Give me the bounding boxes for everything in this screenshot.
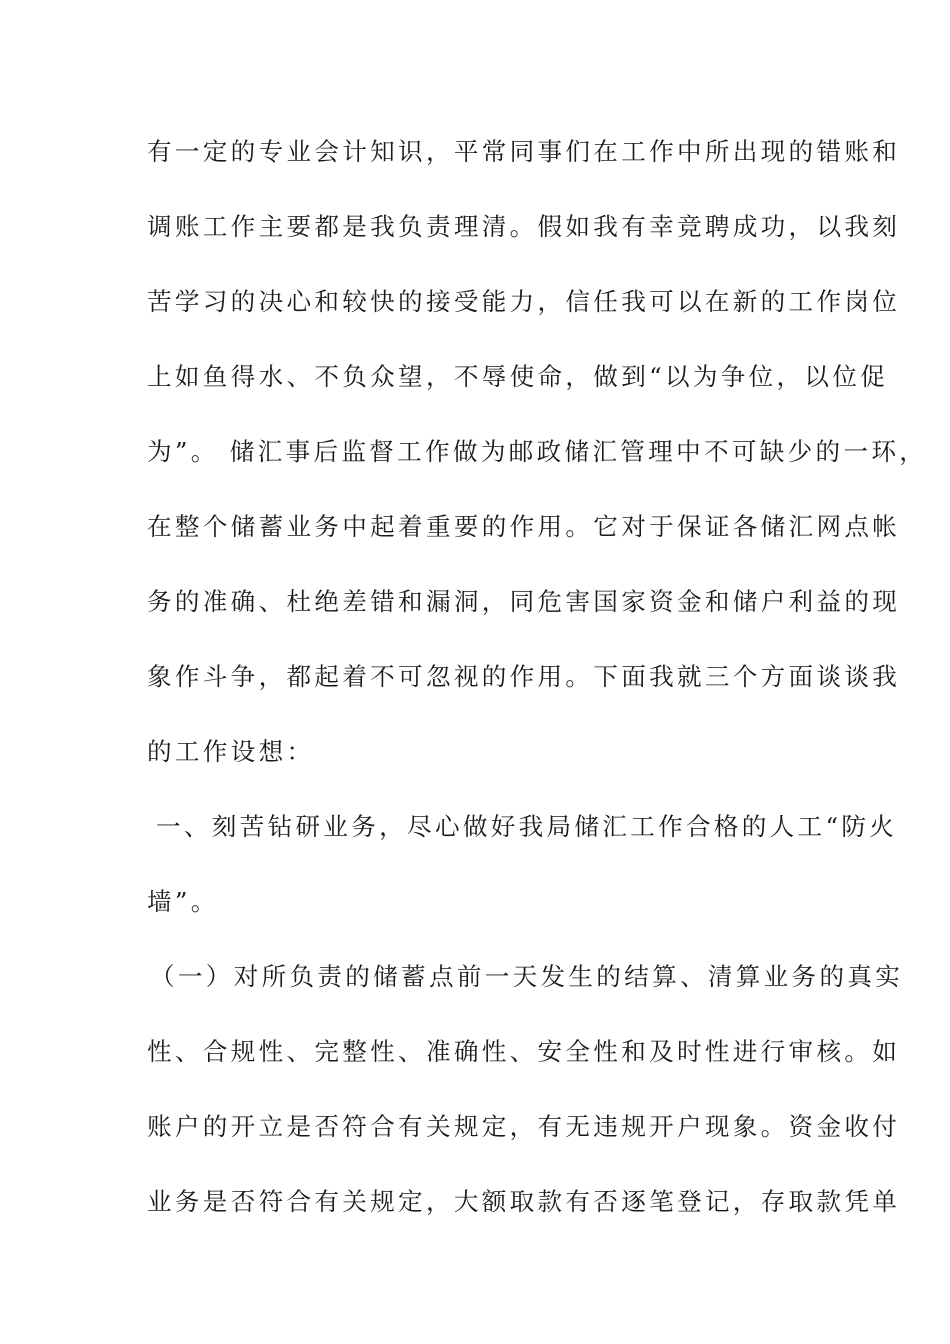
text-line: 性、合规性、完整性、准确性、安全性和及时性进行审核。如 <box>147 1037 901 1066</box>
text-line: 业务是否符合有关规定，大额取款有否逐笔登记，存取款凭单 <box>147 1187 901 1216</box>
text-line: 为”。 储汇事后监督工作做为邮政储汇管理中不可缺少的一环， <box>147 437 928 466</box>
text-line: 苦学习的决心和较快的接受能力，信任我可以在新的工作岗位 <box>147 287 901 316</box>
section-heading-line: 墙”。 <box>147 887 219 916</box>
text-line: 的工作设想： <box>147 737 315 766</box>
section-heading-line: 一、刻苦钻研业务，尽心做好我局储汇工作合格的人工“防火 <box>156 812 898 841</box>
text-line: 象作斗争，都起着不可忽视的作用。下面我就三个方面谈谈我 <box>147 662 901 691</box>
text-line: 在整个储蓄业务中起着重要的作用。它对于保证各储汇网点帐 <box>147 512 901 541</box>
text-line: 上如鱼得水、不负众望，不辱使命，做到“以为争位，以位促 <box>147 362 889 391</box>
text-line: 账户的开立是否符合有关规定，有无违规开户现象。资金收付 <box>147 1112 901 1141</box>
subsection-line: （一）对所负责的储蓄点前一天发生的结算、清算业务的真实 <box>150 962 904 991</box>
text-line: 务的准确、杜绝差错和漏洞，同危害国家资金和储户利益的现 <box>147 587 901 616</box>
text-line: 有一定的专业会计知识，平常同事们在工作中所出现的错账和 <box>147 137 901 166</box>
text-line: 调账工作主要都是我负责理清。假如我有幸竞聘成功，以我刻 <box>147 212 901 241</box>
